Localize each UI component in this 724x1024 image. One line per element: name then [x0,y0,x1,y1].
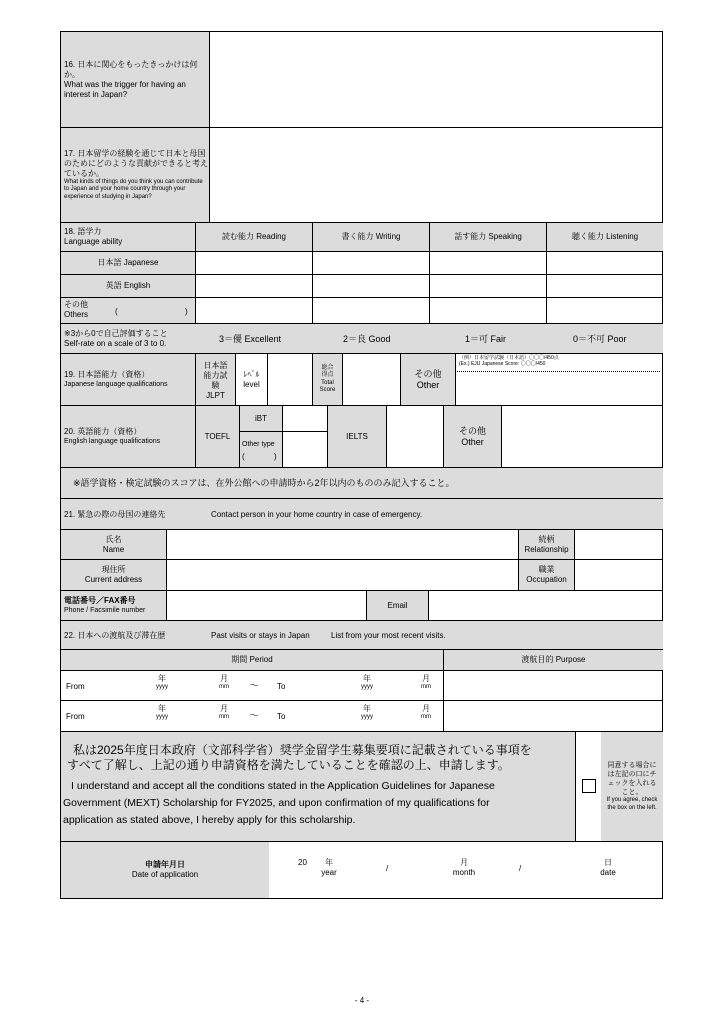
visit2-to-year [361,704,373,722]
rating-scale-row [61,323,663,353]
level-jp: ﾚﾍﾞﾙ [243,369,260,379]
date-field[interactable] [269,841,663,898]
visit2-to-year-en: yyyy [361,714,373,720]
row-others-label [61,297,195,323]
date-label-en: Date of application [131,870,199,879]
declaration-en-line2: Government (MEXT) Scholarship for FY2025, and upon confirmation of my qualifications for [63,797,490,809]
jlpt-en: JLPT [206,390,225,400]
q20-other-field[interactable] [501,405,663,467]
q21-title-en: Contact person in your home country in case of emergency. [211,510,423,519]
visit1-from-year-en: yyyy [156,684,168,690]
col-reading: 読む能力 Reading [195,222,312,251]
q19-title [61,353,195,405]
scale-good: 2＝良 Good [343,334,391,344]
contact-phone-label [61,590,166,620]
q19-example [459,355,559,367]
relationship-label [518,529,574,559]
declaration-jp-line2: すべて了解し、上記の通り申請資格を満たしていることを確認の上、申請します。 [67,758,510,772]
q20-other-label [443,405,501,467]
q20-other-jp: その他 [458,425,486,436]
date-day-jp: 日 [604,858,612,867]
date-year-en: year [321,868,337,877]
visit2-tilde: ～ [249,711,259,722]
visit1-from-year [156,674,168,692]
row-japanese-label: 日本語 Japanese [61,251,195,274]
email-field[interactable] [428,590,663,620]
visit2-from-month [219,704,229,722]
level-en: level [243,379,260,389]
japanese-writing-field[interactable] [312,251,429,274]
relationship-en: Relationship [524,544,569,554]
jlpt-jp: 日本語能力試験 [203,360,228,390]
visit1-to-year-en: yyyy [361,684,373,690]
occupation-en: Occupation [526,575,567,584]
visit2-to: To [277,712,286,721]
score-en-total: Total [321,379,334,386]
q18-title-jp: 18. 語学力 [64,227,102,236]
q19-other-label [400,353,455,405]
date-month-en: month [452,868,476,877]
declaration-en-line3: application as stated above, I hereby apply for this scholarship. [63,814,356,826]
contact-address-jp: 現住所 [101,565,126,574]
date-month [449,858,479,878]
q19-example-jp: （例）日本留学試験（日本語）〇〇〇/450点 [459,355,559,361]
visit1-from-year-jp: 年 [158,674,166,683]
jlpt-label [195,353,235,405]
visit2-from-year-en: yyyy [156,714,168,720]
q17-label-en: What kinds of things do you think you can contribute to Japan and your home country through your experience of studying in Japan? [64,178,203,200]
ielts-label: IELTS [327,405,386,467]
q18-title [61,222,195,251]
row-english-label: 英語 English [61,274,195,297]
visit-period-row-1 [61,670,443,700]
visit2-from-month-en: mm [219,714,229,720]
q21-title [61,498,663,529]
visit2-to-month [421,704,431,722]
others-en: Others [64,310,89,319]
ibt-label: iBT [239,405,282,431]
q20-title-en: English language qualifications [64,438,161,445]
relationship-jp: 続柄 [538,534,555,544]
visit2-from-month-jp: 月 [220,704,228,713]
other-type-label [239,431,282,467]
period-header: 期間 Period [61,649,443,670]
japanese-speaking-field[interactable] [429,251,546,274]
page-number: - 4 - [354,996,370,1005]
ibt-score-field[interactable] [282,405,327,431]
visit2-from-year [156,704,168,722]
japanese-reading-field[interactable] [195,251,312,274]
toefl-label: TOEFL [195,405,239,467]
visit2-purpose-field[interactable] [443,700,663,731]
scale-poor: 0＝不可 Poor [573,334,627,344]
visit-period-row-2 [61,700,443,731]
visit1-from-month [219,674,229,692]
q20-title-jp: 20. 英語能力（資格） [64,427,142,436]
occupation-jp: 職業 [538,565,555,574]
declaration-text [61,731,575,841]
others-label-text [64,300,88,320]
others-reading-field[interactable] [195,297,312,323]
email-label: Email [366,590,428,620]
visit1-from-month-jp: 月 [220,674,228,683]
q16-answer-field[interactable] [209,32,663,127]
jlpt-level-label [235,353,267,405]
visit1-from-month-en: mm [219,684,229,690]
occupation-label [518,559,574,590]
q22-title [61,620,663,649]
declaration-en [63,778,495,829]
scale-fair: 1＝可 Fair [465,334,507,344]
q19-title-jp: 19. 日本語能力（資格） [64,370,150,379]
declaration-en-line1: I understand and accept all the conditions stated in the Application Guidelines for Japanese [71,780,495,792]
visit1-from: From [66,682,85,691]
scale-excellent: 3＝優 Excellent [219,334,282,344]
q19-dotted-line [457,371,660,372]
q19-example-en: (Ex.) EJU Japanese Score: 〇〇〇/450 [459,361,546,367]
date-day-en: date [600,868,616,877]
declaration-jp [67,743,532,773]
q20-title [61,405,195,467]
contact-phone-field[interactable] [166,590,366,620]
ielts-score-field[interactable] [386,405,443,467]
other-type-paren-close: ) [274,452,277,461]
others-paren-close: ) [185,307,188,316]
visit1-to-year-jp: 年 [363,674,371,683]
contact-name-en: Name [102,544,125,554]
q17-answer-field[interactable] [209,127,663,222]
date-year [317,858,341,878]
date-slash-1: / [386,864,389,873]
relationship-field[interactable] [574,529,663,559]
visit1-to-year [361,674,373,692]
visit1-to-month-en: mm [421,684,431,690]
q22-title-en2: List from your most recent visits. [331,631,446,640]
date-label-jp: 申請年月日 [145,860,185,869]
col-speaking: 話す能力 Speaking [429,222,546,251]
q18-title-en: Language ability [64,237,123,246]
visit1-to-month [421,674,431,692]
agree-instruction-jp: 同意する場合には左記の口にチェックを入れること。 [607,762,657,796]
others-writing-field[interactable] [312,297,429,323]
date-month-jp: 月 [460,858,468,867]
q19-other-field[interactable] [455,353,663,405]
q19-title-en: Japanese language qualifications [64,381,168,388]
visit1-tilde: ～ [249,681,259,692]
english-speaking-field[interactable] [429,274,546,297]
agree-instruction-en: If you agree, check the box on the left. [606,797,658,811]
jlpt-score-field[interactable] [342,353,400,405]
visit2-to-year-jp: 年 [363,704,371,713]
q17-label-jp: 17. 日本留学の経験を通じて日本と母国のためにどのような貢献ができると考えているか。 [64,148,208,178]
rating-instruction-jp: ※3から0で自己評価すること [64,329,168,338]
contact-name-label [61,529,166,559]
others-listening-field[interactable] [546,297,663,323]
visit1-to: To [277,682,286,691]
others-paren-open: ( [115,307,118,316]
jlpt-level-field[interactable] [267,353,312,405]
visit1-purpose-field[interactable] [443,670,663,700]
visit2-from-year-jp: 年 [158,704,166,713]
score-en-score: Score [319,387,336,393]
q16-label-jp: 16. 日本に関心をもったきっかけは何か。 [64,59,198,79]
q19-other-jp: その他 [414,368,442,379]
jlpt-score-label [312,353,342,405]
q22-title-en: Past visits or stays in Japan [211,631,310,640]
score-validity-note [61,467,663,498]
q22-title-jp: 22. 日本への渡航及び滞在歴 [64,631,166,640]
others-jp: その他 [64,300,88,309]
date-year-jp: 年 [325,858,333,867]
visit2-to-month-en: mm [421,714,431,720]
contact-phone-en: Phone / Facsimile number [64,607,146,614]
english-writing-field[interactable] [312,274,429,297]
japanese-listening-field[interactable] [546,251,663,274]
agree-checkbox-cell [575,731,601,841]
purpose-header: 渡航目的 Purpose [443,649,663,670]
other-type-score-field[interactable] [282,431,327,467]
other-type-text: Other type [242,441,275,448]
occupation-field[interactable] [574,559,663,590]
contact-address-field[interactable] [166,559,518,590]
others-speaking-field[interactable] [429,297,546,323]
score-validity-note-text: ※語学資格・検定試験のスコアは、在外公館への申請時から2年以内のもののみ記入すること。 [73,478,455,488]
rating-instruction-en: Self-rate on a scale of 3 to 0. [64,339,167,348]
agree-instruction [601,731,663,841]
contact-name-field[interactable] [166,529,518,559]
date-slash-2: / [519,864,522,873]
contact-phone-jp: 電話番号／FAX番号 [64,596,136,605]
q16-label [61,32,209,127]
q19-other-en: Other [416,379,440,390]
declaration-jp-line1: 私は2025年度日本政府（文部科学省）奨学金留学生募集要項に記載されている事項を [73,743,532,757]
date-label [61,841,269,898]
col-writing: 書く能力 Writing [312,222,429,251]
q17-label [61,127,209,222]
visit1-to-month-jp: 月 [422,674,430,683]
english-listening-field[interactable] [546,274,663,297]
q20-other-en: Other [461,436,484,447]
other-type-paren-open: ( [242,452,245,461]
score-jp: 総合得点 [321,364,334,378]
col-listening: 聴く能力 Listening [546,222,663,251]
contact-address-label [61,559,166,590]
visit2-from: From [66,712,85,721]
date-day [593,858,623,878]
visit2-to-month-jp: 月 [422,704,430,713]
date-century: 20 [298,858,307,867]
rating-instruction [64,329,168,349]
english-reading-field[interactable] [195,274,312,297]
agree-checkbox[interactable] [582,779,596,793]
q16-label-en: What was the trigger for having an interest in Japan? [64,79,186,99]
contact-name-jp: 氏名 [105,534,122,544]
application-form-page [60,31,663,899]
contact-address-en: Current address [84,575,143,584]
q21-title-jp: 21. 緊急の際の母国の連絡先 [64,510,166,519]
